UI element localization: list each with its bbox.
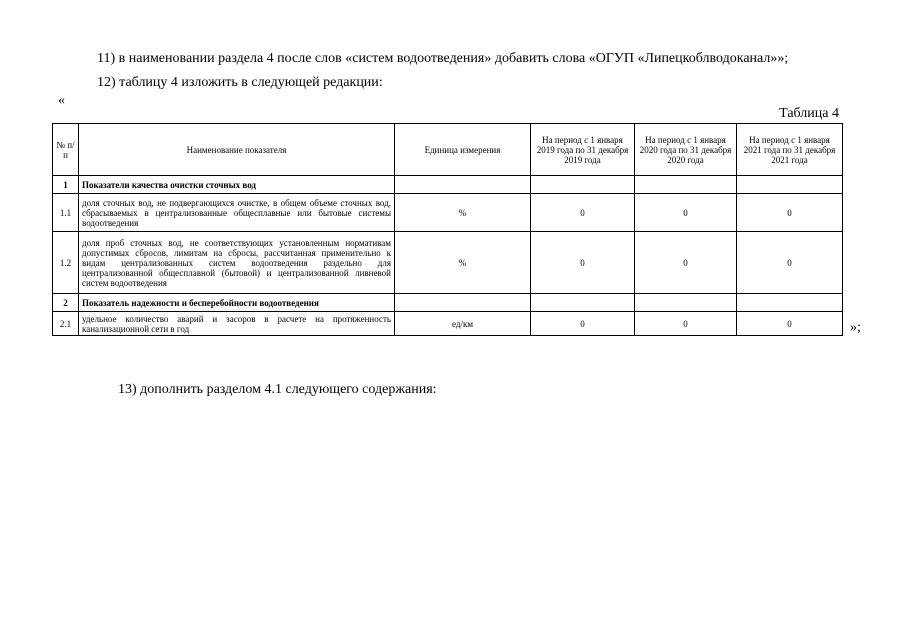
row-name: удельное количество аварий и засоров в расчете на протяженность канализационной сети в год (79, 312, 395, 336)
value-2021: 0 (737, 312, 843, 336)
row-name: доля сточных вод, не подвергающихся очистке, в общем объеме сточных вод, сбрасываемых в централизованные общесплавные или бытовые системы водоотведения (79, 194, 395, 232)
value-2019: 0 (531, 312, 635, 336)
table-row (53, 194, 843, 232)
empty-cell (737, 294, 843, 312)
empty-cell (531, 294, 635, 312)
value-2020: 0 (635, 312, 737, 336)
section-2-num: 2 (53, 294, 79, 312)
value-2021: 0 (737, 232, 843, 294)
row-unit: % (395, 194, 531, 232)
row-num: 2.1 (53, 312, 79, 336)
header-period-2020: На период с 1 января 2020 года по 31 декабря 2020 года (635, 124, 737, 176)
table-row (53, 232, 843, 294)
table-row (53, 312, 843, 336)
empty-cell (395, 294, 531, 312)
value-2020: 0 (635, 194, 737, 232)
value-2020: 0 (635, 232, 737, 294)
empty-cell (531, 176, 635, 194)
section-2-title: Показатель надежности и бесперебойности водоотведения (79, 294, 395, 312)
row-name: доля проб сточных вод, не соответствующих установленным нормативам допустимых сбросов, лимитам на сбросы, рассчитанная применительно к видам централизованных систем водоотведения раздельно для централизованной общесплавной (бытовой) и централизованной ливневой систем водоотведения (79, 232, 395, 294)
table-4 (52, 123, 843, 336)
opening-quote: « (58, 93, 65, 108)
row-num: 1.1 (53, 194, 79, 232)
header-period-2019: На период с 1 января 2019 года по 31 декабря 2019 года (531, 124, 635, 176)
value-2019: 0 (531, 232, 635, 294)
closing-quote: »; (850, 320, 861, 335)
paragraph-11: 11) в наименовании раздела 4 после слов «систем водоотведения» добавить слова «ОГУП «Липецкоблводоканал»»; (97, 51, 789, 66)
empty-cell (635, 294, 737, 312)
section-1-num: 1 (53, 176, 79, 194)
paragraph-13: 13) дополнить разделом 4.1 следующего содержания: (118, 382, 437, 397)
empty-cell (635, 176, 737, 194)
header-period-2021: На период с 1 января 2021 года по 31 декабря 2021 года (737, 124, 843, 176)
paragraph-12: 12) таблицу 4 изложить в следующей редакции: (97, 75, 383, 90)
row-unit: % (395, 232, 531, 294)
section-row-1 (53, 176, 843, 194)
header-num: № п/п (53, 124, 79, 176)
section-1-title: Показатели качества очистки сточных вод (79, 176, 395, 194)
value-2021: 0 (737, 194, 843, 232)
value-2019: 0 (531, 194, 635, 232)
empty-cell (395, 176, 531, 194)
header-unit: Единица измерения (395, 124, 531, 176)
header-name: Наименование показателя (79, 124, 395, 176)
empty-cell (737, 176, 843, 194)
table-caption: Таблица 4 (779, 106, 839, 121)
row-unit: ед/км (395, 312, 531, 336)
row-num: 1.2 (53, 232, 79, 294)
section-row-2 (53, 294, 843, 312)
table-header-row (53, 124, 843, 176)
